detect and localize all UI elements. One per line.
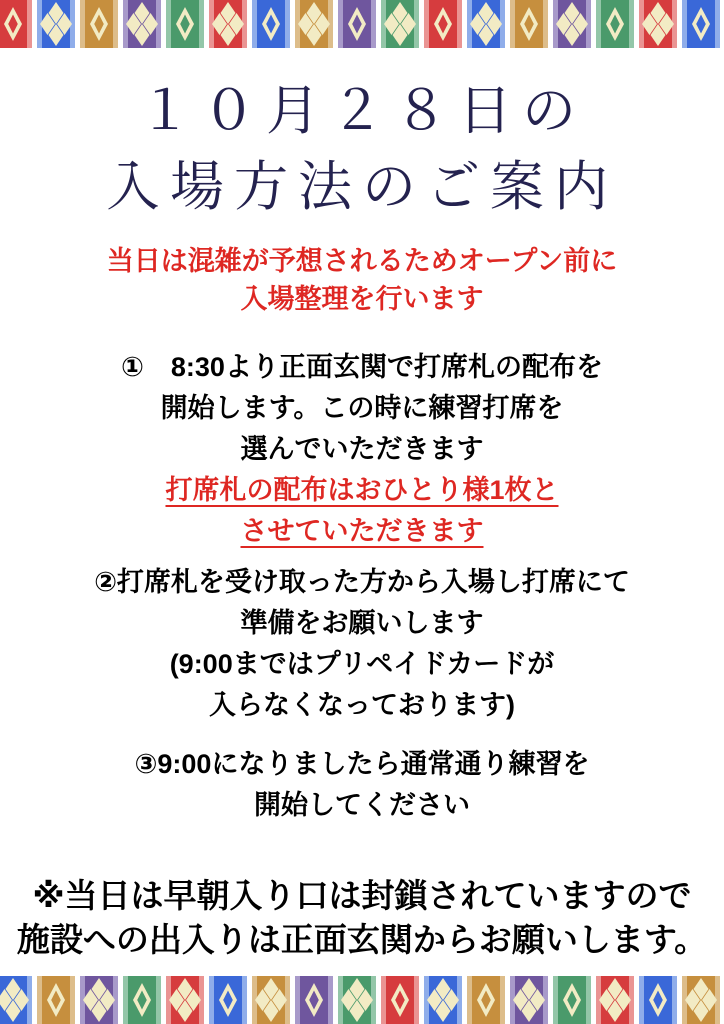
border-stripe-red-quad-diamond: [209, 0, 247, 48]
single-diamond-icon: [596, 0, 634, 48]
border-stripe-gold-quad-diamond: [295, 0, 333, 48]
border-stripe-red-quad-diamond: [166, 976, 204, 1024]
border-stripe-purple-quad-diamond: [553, 0, 591, 48]
border-stripe-green-single-diamond: [553, 976, 591, 1024]
single-diamond-icon: [209, 976, 247, 1024]
border-stripe-gold-quad-diamond: [252, 976, 290, 1024]
border-stripe-green-single-diamond: [166, 0, 204, 48]
single-diamond-icon: [381, 976, 419, 1024]
border-stripe-blue-single-diamond: [209, 976, 247, 1024]
quad-diamond-icon: [209, 0, 247, 48]
border-stripe-red-quad-diamond: [639, 0, 677, 48]
quad-diamond-icon: [252, 976, 290, 1024]
quad-diamond-icon: [424, 976, 462, 1024]
quad-diamond-icon: [37, 0, 75, 48]
border-stripe-blue-single-diamond: [682, 0, 720, 48]
border-stripe-blue-quad-diamond: [0, 976, 32, 1024]
border-stripe-purple-quad-diamond: [510, 976, 548, 1024]
border-stripe-red-single-diamond: [381, 976, 419, 1024]
footnote-text: ※当日は早朝入り口は封鎖されていますので 施設への出入りは正面玄関からお願いします。: [16, 877, 708, 958]
single-diamond-icon: [295, 976, 333, 1024]
quad-diamond-icon: [596, 976, 634, 1024]
border-stripe-green-single-diamond: [123, 976, 161, 1024]
border-stripe-gold-single-diamond: [510, 0, 548, 48]
border-stripe-blue-quad-diamond: [424, 976, 462, 1024]
quad-diamond-icon: [467, 0, 505, 48]
border-stripe-green-single-diamond: [596, 0, 634, 48]
quad-diamond-icon: [682, 976, 720, 1024]
border-stripe-blue-single-diamond: [639, 976, 677, 1024]
quad-diamond-icon: [80, 976, 118, 1024]
decorative-border-bottom: [0, 976, 724, 1024]
single-diamond-icon: [553, 976, 591, 1024]
quad-diamond-icon: [166, 976, 204, 1024]
single-diamond-icon: [682, 0, 720, 48]
notice-content: [0, 48, 724, 962]
quad-diamond-icon: [553, 0, 591, 48]
quad-diamond-icon: [295, 0, 333, 48]
border-stripe-gold-quad-diamond: [682, 976, 720, 1024]
border-stripe-red-single-diamond: [0, 0, 32, 48]
single-diamond-icon: [338, 0, 376, 48]
border-stripe-purple-single-diamond: [295, 976, 333, 1024]
step-1-text: ① 8:30より正面玄関で打席札の配布を 開始します。この時に練習打席を 選んでいただきます: [121, 351, 603, 464]
step-2-text: ②打席札を受け取った方から入場し打席にて 準備をお願いします (9:00まではプリペイドカードが 入らなくなっております): [94, 566, 630, 721]
border-stripe-blue-quad-diamond: [467, 0, 505, 48]
border-stripe-purple-quad-diamond: [123, 0, 161, 48]
single-diamond-icon: [424, 0, 462, 48]
border-stripe-red-quad-diamond: [596, 976, 634, 1024]
border-stripe-gold-single-diamond: [467, 976, 505, 1024]
quad-diamond-icon: [381, 0, 419, 48]
step-1-highlight-text: 打席札の配布はおひとり様1枚と させていただきます: [165, 474, 559, 546]
border-stripe-purple-single-diamond: [338, 0, 376, 48]
single-diamond-icon: [80, 0, 118, 48]
border-stripe-gold-single-diamond: [80, 0, 118, 48]
border-stripe-green-quad-diamond: [338, 976, 376, 1024]
intro-warning-text: 当日は混雑が予想されるためオープン前に 入場整理を行います: [106, 246, 618, 314]
single-diamond-icon: [510, 0, 548, 48]
border-stripe-purple-quad-diamond: [80, 976, 118, 1024]
single-diamond-icon: [0, 0, 32, 48]
decorative-border-top: [0, 0, 724, 48]
single-diamond-icon: [37, 976, 75, 1024]
quad-diamond-icon: [123, 0, 161, 48]
quad-diamond-icon: [510, 976, 548, 1024]
single-diamond-icon: [123, 976, 161, 1024]
single-diamond-icon: [252, 0, 290, 48]
step-3-text: ③9:00になりましたら通常通り練習を 開始してください: [134, 749, 590, 821]
single-diamond-icon: [639, 976, 677, 1024]
border-stripe-red-single-diamond: [424, 0, 462, 48]
quad-diamond-icon: [0, 976, 32, 1024]
border-stripe-gold-single-diamond: [37, 976, 75, 1024]
page-title: １０月２８日の 入場方法のご案内: [106, 81, 618, 217]
border-stripe-green-quad-diamond: [381, 0, 419, 48]
single-diamond-icon: [166, 0, 204, 48]
quad-diamond-icon: [338, 976, 376, 1024]
quad-diamond-icon: [639, 0, 677, 48]
border-stripe-blue-quad-diamond: [37, 0, 75, 48]
single-diamond-icon: [467, 976, 505, 1024]
border-stripe-blue-single-diamond: [252, 0, 290, 48]
